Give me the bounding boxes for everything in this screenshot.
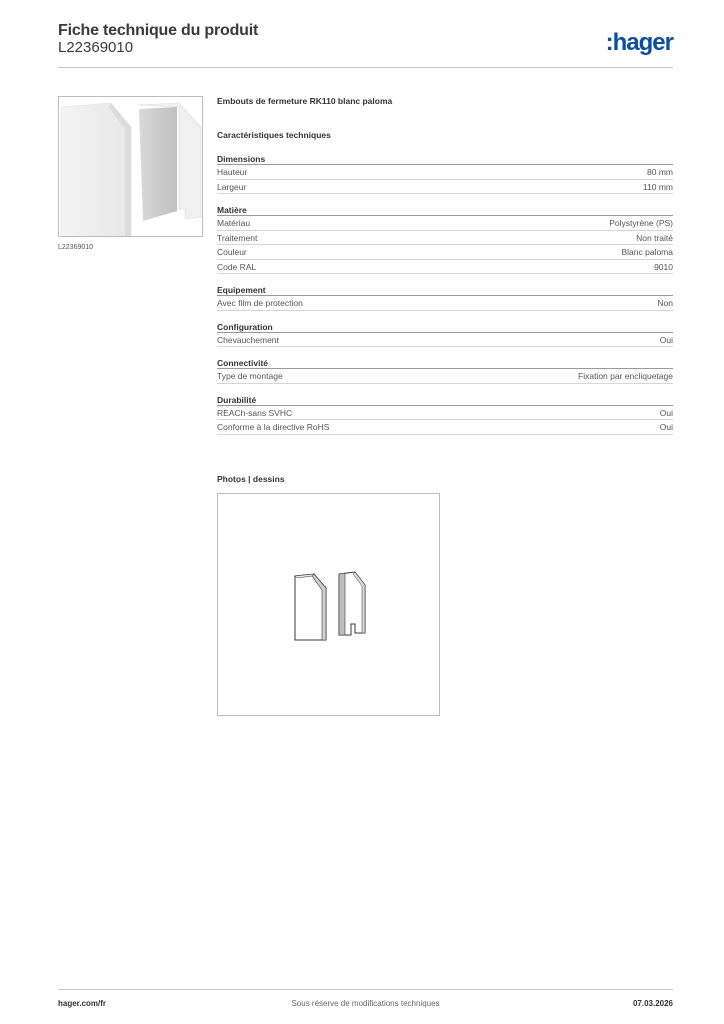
end-cap-render-icon — [59, 97, 203, 237]
section-title: Configuration — [217, 322, 673, 333]
spec-row — [217, 420, 673, 435]
spec-value: Blanc paloma — [621, 247, 673, 257]
spec-label: Avec film de protection — [217, 298, 303, 308]
section-title: Dimensions — [217, 154, 673, 165]
spec-value: Fixation par encliquetage — [578, 371, 673, 381]
spec-value: Oui — [659, 334, 673, 345]
spec-value: 80 mm — [647, 167, 673, 177]
spec-row — [217, 296, 673, 311]
spec-content — [217, 96, 673, 435]
spec-value: Oui — [659, 422, 673, 432]
section-title: Connectivité — [217, 358, 673, 369]
spec-label: Largeur — [217, 181, 247, 192]
end-caps-drawing-icon — [218, 494, 439, 715]
page-header — [58, 20, 673, 68]
page-title: Fiche technique du produit — [58, 22, 259, 39]
spec-row — [217, 245, 673, 260]
photos-heading: Photos | dessins — [217, 474, 285, 484]
footer-disclaimer: Sous réserve de modifications techniques — [291, 999, 440, 1008]
section-connectivite — [217, 358, 673, 384]
spec-value: 110 mm — [642, 181, 673, 192]
product-reference: L22369010 — [58, 39, 134, 56]
product-name: Embouts de fermeture RK110 blanc paloma — [217, 96, 393, 106]
section-equipement — [217, 285, 673, 311]
spec-value: Polystyrène (PS) — [609, 218, 673, 228]
section-title: Matière — [217, 205, 673, 216]
section-durabilite — [217, 395, 673, 435]
hager-logo: :hager — [605, 29, 673, 56]
page-footer — [58, 989, 673, 1009]
spec-label: Conforme à la directive RoHS — [217, 422, 330, 432]
spec-row — [217, 369, 673, 384]
spec-row — [217, 216, 673, 231]
tech-heading: Caractéristiques techniques — [217, 130, 331, 140]
section-configuration — [217, 322, 673, 348]
thumbnail-caption: L22369010 — [58, 244, 94, 251]
section-title: Equipement — [217, 285, 673, 296]
spec-label: REACh-sans SVHC — [217, 407, 293, 418]
spec-label: Hauteur — [217, 167, 248, 177]
spec-label: Couleur — [217, 247, 247, 257]
spec-row — [217, 180, 673, 195]
spec-label: Code RAL — [217, 261, 257, 272]
section-dimensions — [217, 154, 673, 194]
footer-website-link[interactable]: hager.com/fr — [58, 999, 107, 1008]
spec-label: Chevauchement — [217, 334, 279, 345]
footer-date: 07.03.2026 — [632, 999, 673, 1008]
spec-value: Non — [657, 298, 673, 308]
spec-row — [217, 165, 673, 180]
spec-value: Oui — [659, 407, 673, 418]
section-title: Durabilité — [217, 395, 673, 406]
spec-row — [217, 406, 673, 421]
spec-value: Non traité — [636, 232, 673, 243]
spec-row — [217, 231, 673, 246]
spec-label: Matériau — [217, 218, 251, 228]
product-image — [58, 96, 203, 237]
spec-label: Traitement — [217, 232, 258, 243]
spec-label: Type de montage — [217, 371, 283, 381]
spec-row — [217, 260, 673, 275]
section-matiere — [217, 205, 673, 274]
spec-row — [217, 333, 673, 348]
product-photo — [217, 493, 440, 716]
spec-value: 9010 — [654, 261, 673, 272]
